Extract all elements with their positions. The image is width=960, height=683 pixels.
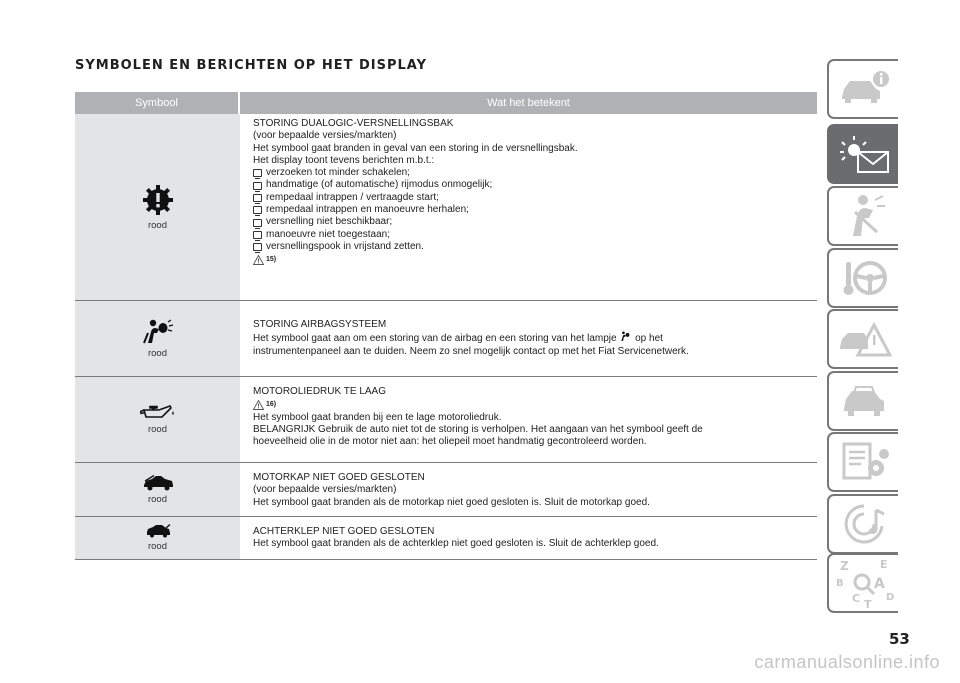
airbag-lamp-icon xyxy=(619,331,632,342)
message-bullet-icon xyxy=(253,182,262,190)
index-letter: B xyxy=(835,578,844,589)
meaning-text: (voor bepaalde versies/markten) xyxy=(253,130,397,142)
color-label: rood xyxy=(147,220,167,231)
watermark: carmanualsonline.info xyxy=(754,652,940,672)
airbag-icon xyxy=(142,319,174,345)
meaning-heading: STORING DUALOGIC-VERSNELLINGSBAK xyxy=(253,118,454,129)
table-row xyxy=(75,517,817,560)
car-emergency-icon xyxy=(836,317,892,361)
meaning-text-part: op het xyxy=(635,333,663,345)
reference-number: 15) xyxy=(266,256,277,264)
car-info-icon xyxy=(836,69,892,109)
list-item xyxy=(253,229,817,241)
meaning-cell xyxy=(240,463,817,516)
header-symbool: Symbool xyxy=(75,92,240,114)
meaning-heading: STORING AIRBAGSYSTEEM xyxy=(253,319,387,330)
message-bullet-icon xyxy=(253,243,262,251)
symbol-cell xyxy=(75,463,240,516)
bonnet-open-icon xyxy=(142,475,174,491)
list-item-text: handmatige (of automatische) rijmodus onmogelijk; xyxy=(266,179,493,191)
meaning-text: hoeveelheid olie in de motor niet aan: het oliepeil moet handmatig gecontroleerd worden. xyxy=(253,436,647,448)
tab-safety[interactable] xyxy=(827,186,898,246)
index-letter: D xyxy=(885,592,894,603)
steering-key-icon xyxy=(836,254,892,302)
warning-triangle-icon xyxy=(253,255,264,265)
meaning-text: BELANGRIJK Gebruik de auto niet tot de storing is verholpen. Het aangaan van het symbool geeft de xyxy=(253,423,703,435)
meaning-heading: ACHTERKLEP NIET GOED GESLOTEN xyxy=(253,526,435,537)
technical-data-icon xyxy=(836,438,892,486)
list-item xyxy=(253,216,817,228)
meaning-cell xyxy=(240,301,817,376)
message-bullet-icon xyxy=(253,231,262,239)
list-item-text: rempedaal intrappen en manoeuvre herhalen; xyxy=(266,204,469,216)
symbols-table xyxy=(75,92,817,560)
index-icon xyxy=(834,556,894,610)
meaning-heading: MOTOROLIEDRUK TE LAAG xyxy=(253,386,386,397)
color-label: rood xyxy=(147,493,167,505)
oil-can-icon xyxy=(140,405,176,421)
list-item xyxy=(253,167,817,179)
index-letter: T xyxy=(863,598,872,610)
symbol-cell xyxy=(75,377,240,462)
list-item xyxy=(253,192,817,204)
table-row xyxy=(75,301,817,377)
header-betekenis: Wat het betekent xyxy=(487,97,570,109)
table-header xyxy=(75,92,817,114)
message-bullet-icon xyxy=(253,206,262,214)
index-letter: A xyxy=(873,576,885,592)
warning-reference[interactable] xyxy=(253,399,817,411)
tab-multimedia[interactable] xyxy=(827,494,898,554)
tab-starting-driving[interactable] xyxy=(827,248,898,308)
tab-maintenance[interactable] xyxy=(827,371,898,431)
meaning-text: Het symbool gaat branden in geval van een storing in de versnellingsbak. xyxy=(253,142,578,154)
meaning-text-part: Het symbool gaat aan om een storing van de airbag en een storing van het lampje xyxy=(253,333,617,345)
tab-warning-lights[interactable] xyxy=(827,124,898,184)
tab-emergency[interactable] xyxy=(827,309,898,369)
color-label: rood xyxy=(147,541,167,552)
list-item-text: versnelling niet beschikbaar; xyxy=(266,216,393,228)
index-letter: E xyxy=(879,558,888,571)
color-label: rood xyxy=(147,347,167,359)
list-item-text: manoeuvre niet toegestaan; xyxy=(266,228,390,240)
table-row xyxy=(75,463,817,517)
table-row xyxy=(75,114,817,301)
symbol-cell xyxy=(75,301,240,376)
meaning-text: instrumentenpaneel aan te duiden. Neem zo snel mogelijk contact op met het Fiat Servicenetwerk. xyxy=(253,345,689,357)
reference-number: 16) xyxy=(266,401,277,409)
warning-triangle-icon xyxy=(253,400,264,410)
message-bullet-icon xyxy=(253,169,262,177)
index-letter: C xyxy=(851,592,860,605)
meaning-text: Het symbool gaat branden als de achterklep niet goed gesloten is. Sluit de achterklep goed. xyxy=(253,538,659,550)
list-item-text: rempedaal intrappen / vertraagde start; xyxy=(266,191,439,203)
list-item xyxy=(253,241,817,253)
list-item xyxy=(253,179,817,191)
table-row xyxy=(75,377,817,463)
symbol-cell xyxy=(75,114,240,300)
page-title: SYMBOLEN EN BERICHTEN OP HET DISPLAY xyxy=(75,58,428,73)
tab-index[interactable] xyxy=(827,553,898,613)
car-maintenance-icon xyxy=(836,379,892,423)
multimedia-icon xyxy=(836,500,892,548)
list-item xyxy=(253,204,817,216)
meaning-cell xyxy=(240,114,817,300)
list-item-text: verzoeken tot minder schakelen; xyxy=(266,167,410,179)
tab-technical-data[interactable] xyxy=(827,432,898,492)
message-bullet-icon xyxy=(253,194,262,202)
warning-reference[interactable] xyxy=(253,254,817,266)
seat-safety-icon xyxy=(839,192,889,240)
symbol-cell xyxy=(75,517,240,559)
meaning-text: Het display toont tevens berichten m.b.t.: xyxy=(253,154,435,166)
message-bullet-icon xyxy=(253,219,262,227)
tab-car-info[interactable] xyxy=(827,59,898,119)
meaning-text: Het symbool gaat branden als de motorkap niet goed gesloten is. Sluit de motorkap goed. xyxy=(253,496,650,508)
color-label: rood xyxy=(147,423,167,435)
meaning-text: (voor bepaalde versies/markten) xyxy=(253,484,397,496)
warning-light-message-icon xyxy=(834,130,894,178)
meaning-cell xyxy=(240,377,817,462)
tailgate-open-icon xyxy=(145,524,171,538)
index-letter: Z xyxy=(839,559,849,573)
meaning-text: Het symbool gaat branden bij een te lage motoroliedruk. xyxy=(253,411,502,423)
list-item-text: versnellingspook in vrijstand zetten. xyxy=(266,240,424,252)
meaning-cell xyxy=(240,517,817,559)
page-number: 53 xyxy=(889,630,910,648)
gearbox-warning-icon xyxy=(141,183,175,217)
meaning-text xyxy=(253,331,817,345)
meaning-heading: MOTORKAP NIET GOED GESLOTEN xyxy=(253,472,425,483)
